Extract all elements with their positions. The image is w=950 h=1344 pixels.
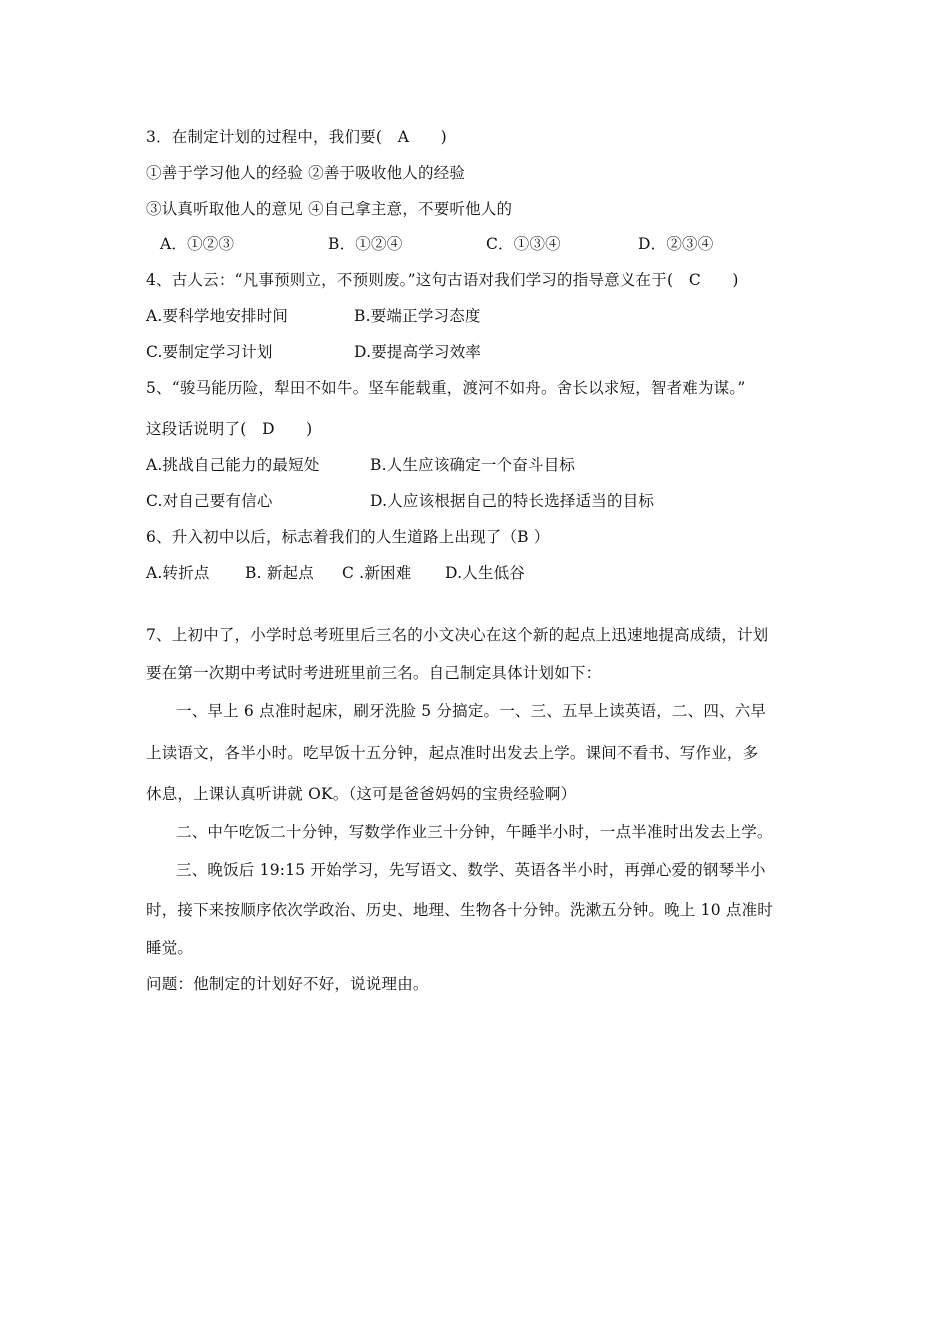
- q3-option-c: C．①③④: [486, 235, 561, 253]
- q6-option-b: B. 新起点: [245, 564, 314, 582]
- q3-stem: 3．在制定计划的过程中，我们要( A ): [146, 128, 447, 146]
- q3-statement-line-1: ①善于学习他人的经验 ②善于吸收他人的经验: [146, 164, 466, 182]
- q4-option-d: D.要提高学习效率: [354, 343, 482, 361]
- q7-plan-item-2-line-1: 二、中午吃饭二十分钟，写数学作业三十分钟，午睡半小时，一点半准时出发去上学。: [176, 823, 773, 841]
- q7-plan-item-3-line-1: 三、晚饭后 19:15 开始学习，先写语文、数学、英语各半小时，再弹心爱的钢琴半小: [176, 861, 766, 879]
- q5-stem-line-1: 5、“骏马能历险，犁田不如牛。坚车能载重，渡河不如舟。舍长以求短，智者难为谋。”: [146, 379, 746, 397]
- q7-plan-item-1-line-1: 一、早上 6 点准时起床，刷牙洗脸 5 分搞定。一、三、五早上读英语，二、四、六早: [176, 702, 767, 720]
- q4-option-c: C.要制定学习计划: [146, 343, 273, 361]
- q7-intro-line-2: 要在第一次期中考试时考进班里前三名。自己制定具体计划如下：: [146, 664, 602, 682]
- q5-option-b: B.人生应该确定一个奋斗目标: [370, 456, 576, 474]
- q4-option-b: B.要端正学习态度: [354, 307, 481, 325]
- q7-plan-item-1-line-2: 上读语文，各半小时。吃早饭十五分钟，起点准时出发去上学。课间不看书、写作业，多: [146, 744, 759, 762]
- q5-stem-line-2: 这段话说明了( D ): [146, 420, 313, 438]
- q5-option-d: D.人应该根据自己的特长选择适当的目标: [370, 492, 655, 510]
- q3-statement-line-2: ③认真听取他人的意见 ④自己拿主意，不要听他人的: [146, 200, 513, 218]
- q6-option-a: A.转折点: [146, 564, 210, 582]
- q5-option-a: A.挑战自己能力的最短处: [146, 456, 320, 474]
- q7-question: 问题：他制定的计划好不好，说说理由。: [146, 975, 429, 993]
- q4-option-a: A.要科学地安排时间: [146, 307, 289, 325]
- q7-plan-item-3-line-2: 时，接下来按顺序依次学政治、历史、地理、生物各十分钟。洗漱五分钟。晚上 10 点准时: [146, 901, 773, 919]
- q3-option-d: D．②③④: [638, 235, 714, 253]
- q7-intro-line-1: 7、上初中了，小学时总考班里后三名的小文决心在这个新的起点上迅速地提高成绩，计划: [146, 626, 769, 644]
- q4-stem: 4、古人云：“凡事预则立，不预则废。”这句古语对我们学习的指导意义在于( C ): [146, 271, 739, 289]
- q6-option-c: C .新困难: [342, 564, 412, 582]
- q5-option-c: C.对自己要有信心: [146, 492, 273, 510]
- q3-option-a: A．①②③: [160, 235, 235, 253]
- q6-stem: 6、升入初中以后，标志着我们的人生道路上出现了（B ）: [146, 528, 550, 546]
- q6-option-d: D.人生低谷: [445, 564, 526, 582]
- q7-plan-item-1-line-3: 休息，上课认真听讲就 OK。（这可是爸爸妈妈的宝贵经验啊）: [146, 785, 577, 803]
- q3-option-b: B．①②④: [328, 235, 403, 253]
- q7-plan-item-3-line-3: 睡觉。: [146, 939, 194, 957]
